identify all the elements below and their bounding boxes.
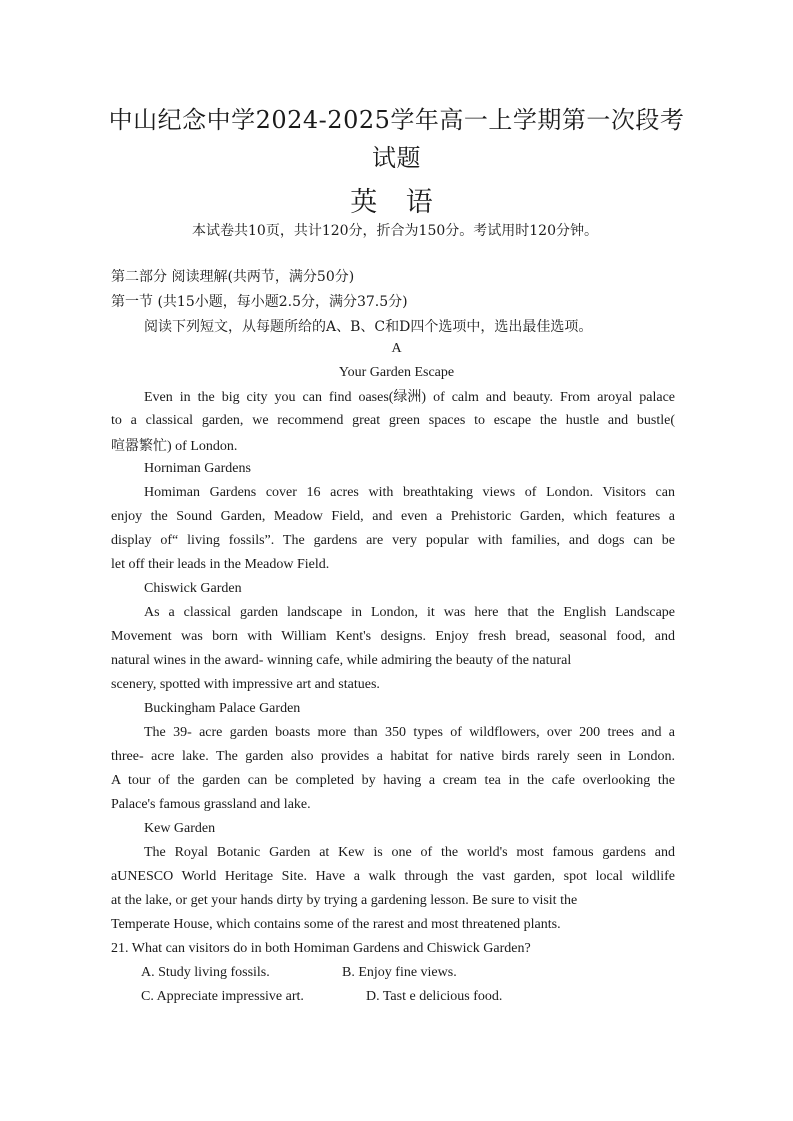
- passage-label: A: [391, 341, 402, 356]
- garden-text-line: Palace's famous grassland and lake.: [111, 797, 311, 812]
- intro-line: to a classical garden, we recommend great green spaces to escape the hustle and bustle(: [111, 413, 675, 428]
- garden-text-line: The 39- acre garden boasts more than 350 types of wildflowers, over 200 trees and a: [144, 725, 675, 740]
- garden-text-line: Homiman Gardens cover 16 acres with breathtaking views of London. Visitors can: [144, 485, 675, 500]
- intro-line: Even in the big city you can find oases(绿洲) of calm and beauty. From aroyal palace: [144, 390, 675, 405]
- garden-text-line: Temperate House, which contains some of the rarest and most threatened plants.: [111, 917, 561, 932]
- garden-text-line: display of“ living fossils”. The gardens are very popular with families, and dogs can be: [111, 533, 675, 548]
- garden-text-line: As a classical garden landscape in London, it was here that the English Landscape: [144, 605, 675, 620]
- subject-title: 英 语: [350, 187, 443, 218]
- garden-text-line: The Royal Botanic Garden at Kew is one of the world's most famous gardens and: [144, 845, 675, 860]
- garden-text-line: Movement was born with William Kent's designs. Enjoy fresh bread, seasonal food, and: [111, 629, 675, 644]
- subsection-heading: 第一节 (共15小题，每小题2.5分，满分37.5分): [111, 294, 408, 310]
- garden-heading-kew: Kew Garden: [144, 821, 216, 836]
- garden-heading-buckingham: Buckingham Palace Garden: [144, 701, 301, 716]
- option-d: D. Tast e delicious food.: [366, 989, 503, 1004]
- garden-text-line: three- acre lake. The garden also provides a habitat for native birds rarely seen in London.: [111, 749, 675, 764]
- option-b: B. Enjoy fine views.: [342, 965, 457, 980]
- intro-line: 喧嚣繁忙) of London.: [111, 439, 238, 454]
- garden-text-line: A tour of the garden can be completed by having a cream tea in the cafe overlooking the: [111, 773, 675, 788]
- garden-text-line: at the lake, or get your hands dirty by trying a gardening lesson. Be sure to visit the: [111, 893, 578, 908]
- garden-text-line: enjoy the Sound Garden, Meadow Field, and even a Prehistoric Garden, which features a: [111, 509, 675, 524]
- part-heading: 第二部分 阅读理解(共两节，满分50分): [111, 269, 355, 285]
- exam-info: 本试卷共10页，共计120分，折合为150分。考试用时120分钟。: [192, 223, 598, 239]
- option-c: C. Appreciate impressive art.: [141, 989, 304, 1004]
- exam-title-line2: 试题: [372, 144, 421, 172]
- garden-text-line: let off their leads in the Meadow Field.: [111, 557, 330, 572]
- garden-text-line: scenery, spotted with impressive art and statues.: [111, 677, 380, 692]
- garden-text-line: natural wines in the award- winning cafe, while admiring the beauty of the natural: [111, 653, 572, 668]
- instructions: 阅读下列短文，从每题所给的A、B、C和D四个选项中，选出最佳选项。: [144, 319, 593, 335]
- exam-title-line1: 中山纪念中学2024-2025学年高一上学期第一次段考: [108, 106, 685, 134]
- garden-text-line: aUNESCO World Heritage Site. Have a walk through the vast garden, spot local wildlife: [111, 869, 675, 884]
- garden-heading-chiswick: Chiswick Garden: [144, 581, 242, 596]
- passage-title: Your Garden Escape: [338, 365, 455, 380]
- garden-heading-horniman: Horniman Gardens: [144, 461, 251, 476]
- option-a: A. Study living fossils.: [141, 965, 270, 980]
- question-stem: 21. What can visitors do in both Homiman Gardens and Chiswick Garden?: [111, 941, 531, 956]
